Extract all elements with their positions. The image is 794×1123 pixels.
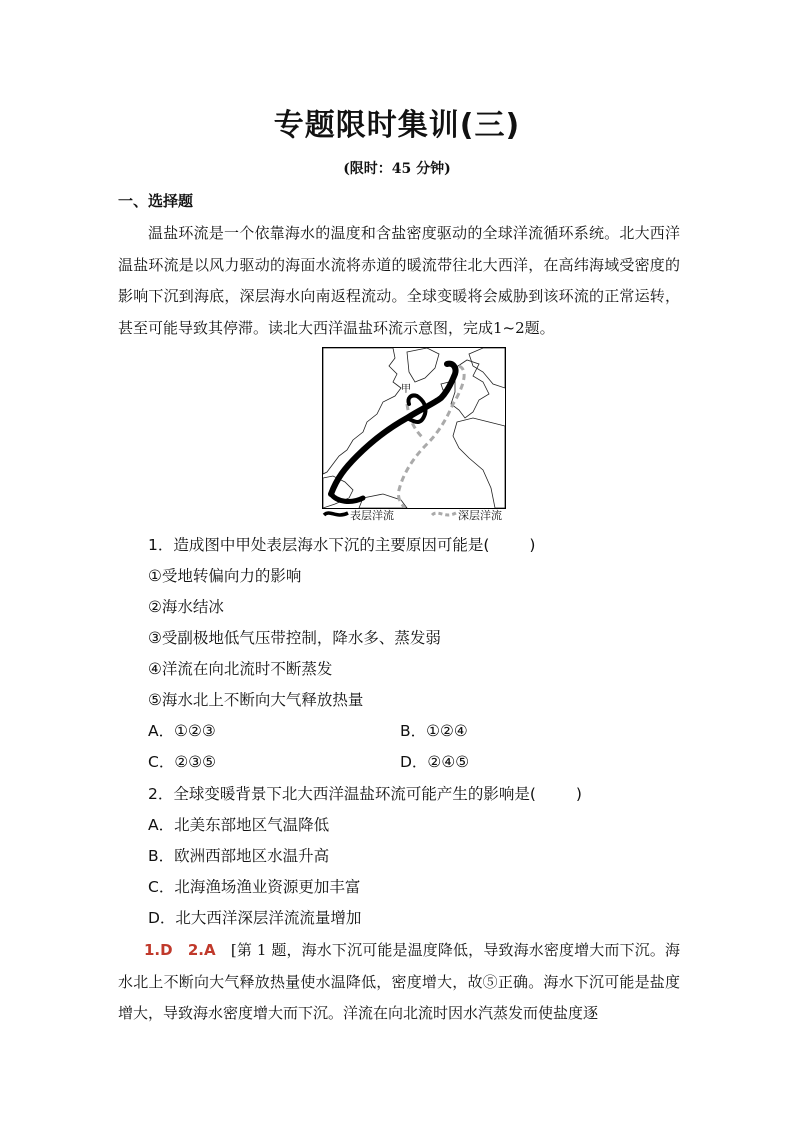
surface-current-south xyxy=(331,494,363,501)
thermohaline-map xyxy=(322,347,506,509)
legend-deep-label: 深层洋流 xyxy=(458,509,502,522)
answer-text: [第 1 题，海水下沉可能是温度降低，导致海水密度增大而下沉。海水北上不断向大气释放热量使水温降低，密度增大，故⑤正确。海水下沉可能是盐度增大，导致海水密度增大而下沉。洋流在向北流时因水汽蒸发而使盐度逐 xyxy=(118,941,680,1022)
map-svg xyxy=(323,348,505,508)
answer-explanation xyxy=(118,935,680,1030)
greenland-landmass xyxy=(407,348,439,382)
surface-current-path xyxy=(331,364,456,494)
page-title: 专题限时集训(三) xyxy=(273,108,521,143)
map-marker-label: 甲 xyxy=(401,384,411,395)
surface-current-legend-icon xyxy=(322,509,350,519)
question-1-option-c: C．②③⑤ xyxy=(148,753,217,771)
time-limit: (限时：45 分钟) xyxy=(343,161,451,177)
question-2-option-c: C．北海渔场渔业资源更加丰富 xyxy=(148,878,361,896)
question-1-option-b: B．①②④ xyxy=(400,722,468,740)
answer-key: 1.D 2.A xyxy=(144,941,216,959)
question-2-option-d: D．北大西洋深层洋流流量增加 xyxy=(148,909,362,927)
question-1-statement: ②海水结冰 xyxy=(148,598,224,616)
legend-surface-label: 表层洋流 xyxy=(350,509,394,522)
intro-paragraph: 温盐环流是一个依靠海水的温度和含盐密度驱动的全球洋流循环系统。北大西洋温盐环流是以风力驱动的海面水流将赤道的暖流带往北大西洋，在高纬海域受密度的影响下沉到海底，深层海水向南返程流动。全球变暖将会威胁到该环流的正常运转，甚至可能导致其停滞。读北大西洋温盐环流示意图，完成1~2题。 xyxy=(118,224,680,337)
scandinavia-landmass xyxy=(469,348,505,388)
question-2-option-a: A．北美东部地区气温降低 xyxy=(148,816,330,834)
question-1-statement: ④洋流在向北流时不断蒸发 xyxy=(148,660,333,678)
question-1-stem: 1．造成图中甲处表层海水下沉的主要原因可能是( ) xyxy=(148,536,536,554)
question-1-statement: ③受副极地低气压带控制，降水多、蒸发弱 xyxy=(148,629,441,647)
question-1-option-d: D．②④⑤ xyxy=(400,753,470,771)
section-heading: 一、选择题 xyxy=(118,192,194,210)
question-1-option-a: A．①②③ xyxy=(148,722,216,740)
deep-current-legend-icon xyxy=(430,509,458,519)
question-1-statement: ①受地转偏向力的影响 xyxy=(148,567,302,585)
question-2-stem: 2．全球变暖背景下北大西洋温盐环流可能产生的影响是( ) xyxy=(148,785,582,803)
question-2-option-b: B．欧洲西部地区水温升高 xyxy=(148,847,330,865)
question-1-statement: ⑤海水北上不断向大气释放热量 xyxy=(148,691,364,709)
map-legend xyxy=(322,507,512,523)
africa-landmass xyxy=(453,418,505,508)
